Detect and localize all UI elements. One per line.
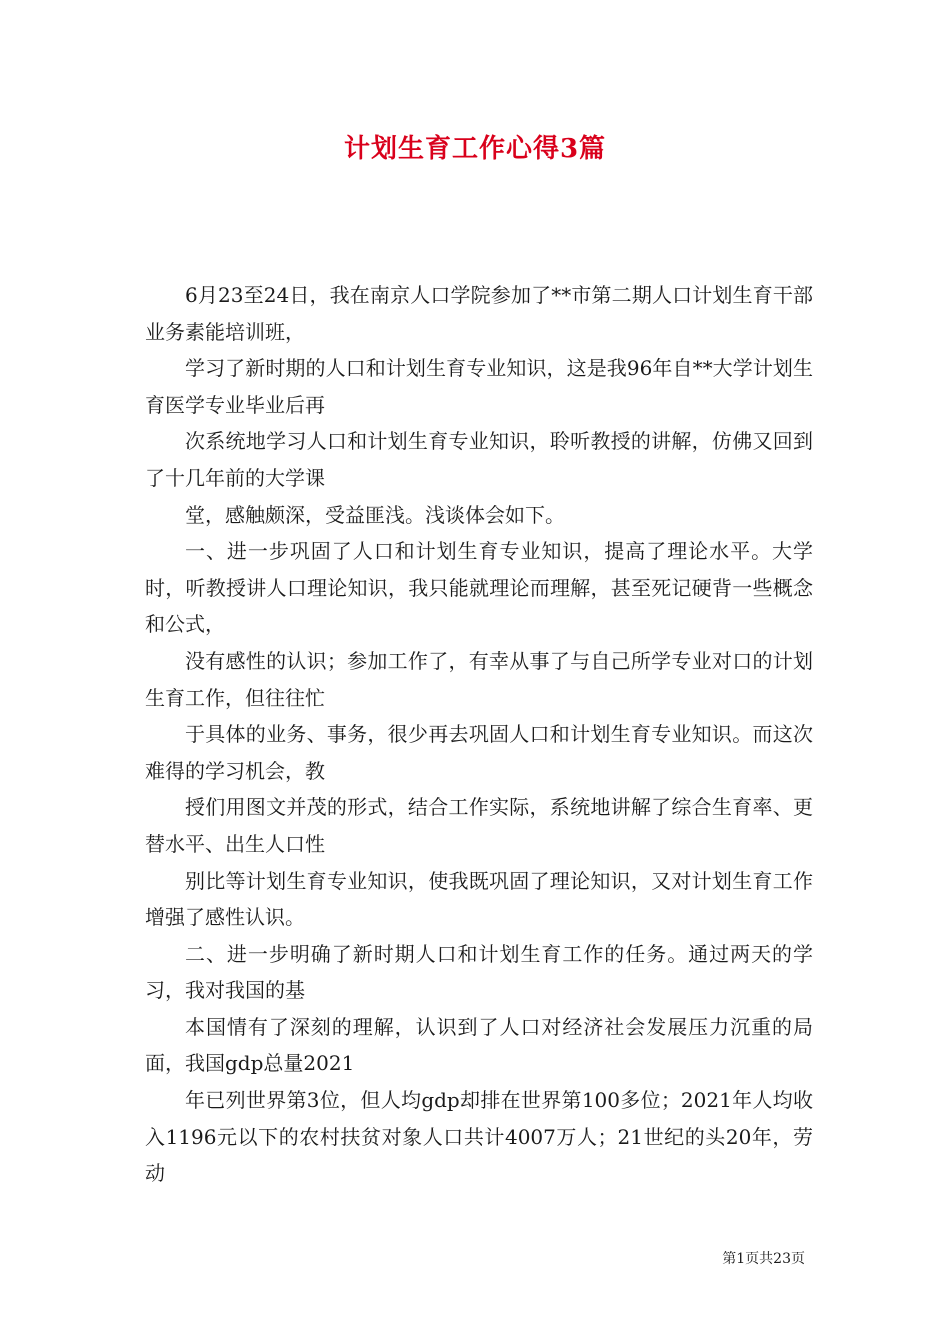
paragraph: 二、进一步明确了新时期人口和计划生育工作的任务。通过两天的学习，我对我国的基	[145, 941, 813, 1003]
paragraph: 堂，感触颇深，受益匪浅。浅谈体会如下。	[185, 502, 565, 527]
paragraph: 一、进一步巩固了人口和计划生育专业知识，提高了理论水平。大学时，听教授讲人口理论知识，我只能就理论而理解，甚至死记硬背一些概念和公式，	[145, 539, 813, 637]
paragraph: 于具体的业务、事务，很少再去巩固人口和计划生育专业知识。而这次难得的学习机会，教	[145, 722, 813, 783]
paragraph: 授们用图文并茂的形式，结合工作实际，系统地讲解了综合生育率、更替水平、出生人口性	[145, 795, 813, 856]
paragraph: 年已列世界第3位，但人均gdp却排在世界第100多位；2021年人均收入1196元以下的农村扶贫对象人口共计4007万人；21世纪的头20年，劳动	[145, 1088, 813, 1186]
paragraph: 本国情有了深刻的理解，认识到了人口对经济社会发展压力沉重的局面，我国gdp总量2021	[145, 1014, 813, 1076]
paragraph: 别比等计划生育专业知识，使我既巩固了理论知识，又对计划生育工作增强了感性认识。	[145, 868, 813, 930]
document-body	[145, 277, 813, 1192]
paragraph: 6月23至24日，我在南京人口学院参加了**市第二期人口计划生育干部业务素能培训班，	[145, 283, 813, 344]
page-title: 计划生育工作心得3篇	[343, 134, 607, 164]
paragraph: 没有感性的认识；参加工作了，有幸从事了与自己所学专业对口的计划生育工作，但往往忙	[145, 648, 813, 710]
paragraph: 次系统地学习人口和计划生育专业知识，聆听教授的讲解，仿佛又回到了十几年前的大学课	[145, 429, 813, 490]
page-number-footer: 第1页共23页	[722, 1251, 805, 1267]
paragraph: 学习了新时期的人口和计划生育专业知识，这是我96年自**大学计划生育医学专业毕业后再	[145, 356, 813, 417]
